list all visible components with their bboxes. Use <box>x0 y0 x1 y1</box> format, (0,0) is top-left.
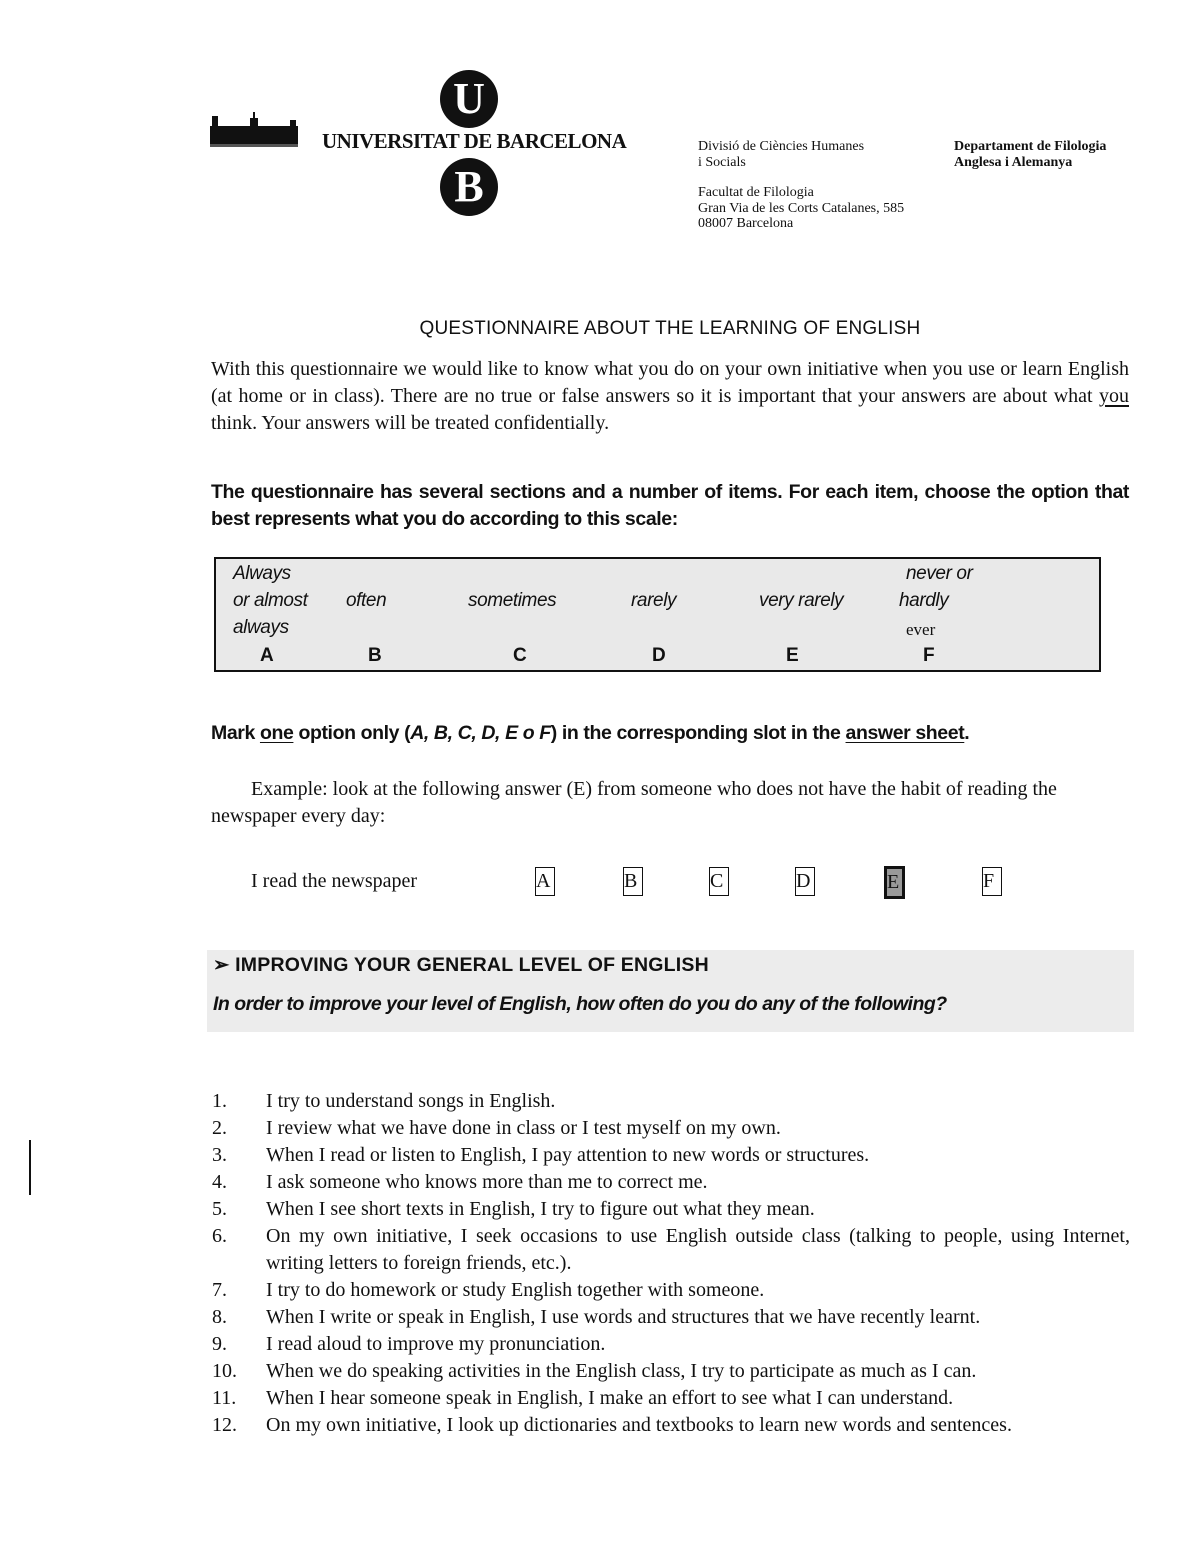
scale-letter: F <box>923 645 935 666</box>
scale-c-label: sometimes <box>468 590 557 611</box>
scale-d-label: rarely <box>631 590 677 611</box>
item-number: 2. <box>212 1117 227 1139</box>
question-item <box>212 1358 1130 1385</box>
question-item <box>212 1088 1130 1115</box>
example-option-d: D <box>795 867 815 896</box>
question-item <box>212 1169 1130 1196</box>
question-item <box>212 1385 1130 1412</box>
mark-text: ) in the corresponding slot in the <box>550 722 846 744</box>
example-statement: I read the newspaper <box>251 870 418 892</box>
question-item <box>212 1331 1130 1358</box>
item-number: 10. <box>212 1360 237 1382</box>
division-line: i Socials <box>698 154 746 170</box>
item-text: When I hear someone speak in English, I make an effort to see what I can understand. <box>266 1387 954 1409</box>
question-item <box>212 1277 1130 1304</box>
item-text: I try to understand songs in English. <box>266 1090 556 1112</box>
logo-u-icon: U <box>440 70 498 128</box>
example-option-c: C <box>709 867 729 896</box>
faculty-address <box>698 185 904 232</box>
scale-letter: E <box>786 645 799 666</box>
scale-f-label: hardly <box>899 590 949 611</box>
department-line: Anglesa i Alemanya <box>954 154 1073 170</box>
item-text: I ask someone who knows more than me to correct me. <box>266 1171 708 1193</box>
intro-text: With this questionnaire we would like to know what you do on your own initiative when you use or learn English (at home or in class). There are no true or false answers so it is important that your answers are about what <box>211 358 1129 407</box>
item-text: When we do speaking activities in the English class, I try to participate as much as I can. <box>266 1360 977 1382</box>
item-text: I read aloud to improve my pronunciation. <box>266 1333 606 1355</box>
division-line: Divisió de Ciències Humanes <box>698 139 865 154</box>
university-name: UNIVERSITAT DE BARCELONA <box>322 129 627 153</box>
item-text: I try to do homework or study English together with someone. <box>266 1279 765 1301</box>
scale-e-label: very rarely <box>759 590 844 611</box>
question-list <box>212 1088 1130 1439</box>
answer-sheet-reference: answer sheet <box>845 722 965 744</box>
intro-emphasis: you <box>1099 385 1129 407</box>
item-number: 11. <box>212 1387 237 1409</box>
example-option-f: F <box>982 867 1002 896</box>
example-option-a: A <box>535 867 555 896</box>
question-item <box>212 1412 1130 1439</box>
item-text: On my own initiative, I look up dictionaries and textbooks to learn new words and sentences. <box>266 1414 1012 1436</box>
example-option-b: B <box>623 867 643 896</box>
section-title-text: IMPROVING YOUR GENERAL LEVEL OF ENGLISH <box>235 954 709 976</box>
question-item <box>212 1304 1130 1331</box>
question-item <box>212 1223 1130 1277</box>
item-number: 9. <box>212 1333 227 1355</box>
item-number: 7. <box>212 1279 227 1301</box>
item-number: 12. <box>212 1414 237 1436</box>
example-option-e-selected: E <box>884 866 905 899</box>
scale-letter: B <box>368 645 382 666</box>
item-number: 5. <box>212 1198 227 1220</box>
logo-b-icon: B <box>440 158 498 216</box>
question-item <box>212 1196 1130 1223</box>
item-number: 4. <box>212 1171 227 1193</box>
scale-f-label: ever <box>906 620 936 639</box>
mark-instructions <box>211 722 969 745</box>
department-name <box>954 139 1106 170</box>
university-building-icon <box>210 112 298 148</box>
item-number: 6. <box>212 1225 227 1247</box>
scale-a-label: always <box>233 617 289 638</box>
scale-a-label: or almost <box>233 590 308 611</box>
faculty-line: Facultat de Filologia <box>698 185 814 200</box>
department-line: Departament de Filologia <box>954 139 1107 154</box>
mark-text: option only ( <box>293 722 411 744</box>
page-title: QUESTIONNAIRE ABOUT THE LEARNING OF ENGLISH <box>419 318 921 339</box>
item-number: 1. <box>212 1090 227 1112</box>
scale-a-label: Always <box>233 563 291 584</box>
item-text: I review what we have done in class or I test myself on my own. <box>266 1117 781 1139</box>
mark-options: A, B, C, D, E o F <box>410 722 551 744</box>
scale-legend <box>214 557 1101 672</box>
scale-letter: D <box>652 645 666 666</box>
question-item <box>212 1142 1130 1169</box>
scale-instructions: The questionnaire has several sections and a number of items. For each item, choose the option that best represents what you do according to this scale: <box>211 481 1129 530</box>
scale-letter: A <box>260 645 274 666</box>
example-text: Example: look at the following answer (E) from someone who does not have the habit of reading the newspaper every day: <box>211 778 1057 827</box>
mark-text: Mark <box>211 722 260 744</box>
item-text: When I see short texts in English, I try to figure out what they mean. <box>266 1198 815 1220</box>
intro-text: think. Your answers will be treated confidentially. <box>211 412 610 434</box>
scale-letter: C <box>513 645 527 666</box>
margin-change-bar <box>29 1140 31 1195</box>
faculty-line: 08007 Barcelona <box>698 216 794 231</box>
item-text: When I write or speak in English, I use words and structures that we have recently learnt. <box>266 1306 981 1328</box>
scale-b-label: often <box>346 590 387 611</box>
item-text: When I read or listen to English, I pay attention to new words or structures. <box>266 1144 870 1166</box>
mark-text: . <box>964 722 970 744</box>
mark-emphasis: one <box>259 722 294 744</box>
scale-f-label: never or <box>906 563 973 584</box>
arrow-bullet-icon: ➢ <box>213 954 230 976</box>
section-question: In order to improve your level of English, how often do you do any of the following? <box>213 993 947 1015</box>
division-address <box>698 139 864 170</box>
faculty-line: Gran Via de les Corts Catalanes, 585 <box>698 200 905 216</box>
item-number: 3. <box>212 1144 227 1166</box>
question-item <box>212 1115 1130 1142</box>
item-text: On my own initiative, I seek occasions to use English outside class (talking to people, using Internet, writing letters to foreign friends, etc.). <box>266 1225 1130 1274</box>
item-number: 8. <box>212 1306 227 1328</box>
intro-paragraph <box>211 356 1129 437</box>
section-title <box>213 953 709 977</box>
